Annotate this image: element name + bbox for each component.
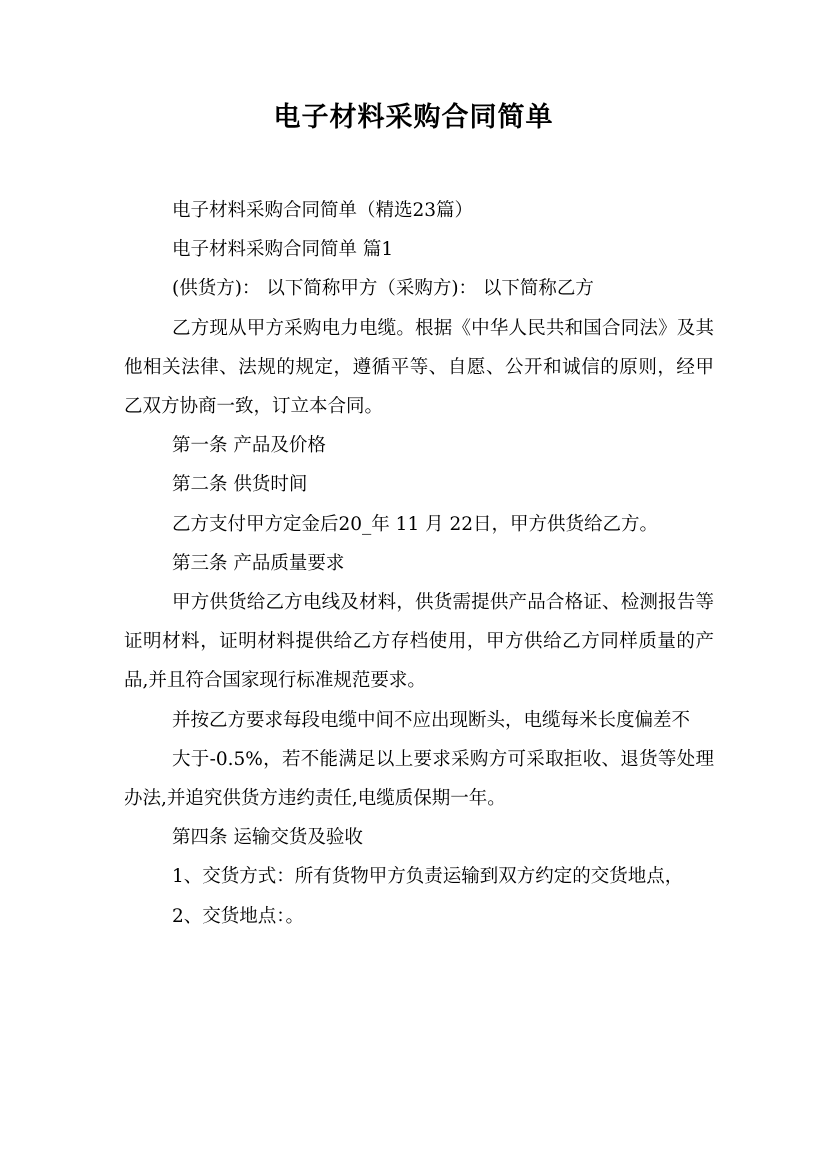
paragraph-subtitle: 电子材料采购合同简单（精选23篇） <box>172 200 474 221</box>
paragraph-quality-3: 大于-0.5%，若不能满足以上要求采购方可采取拒收、退货等处理办法,并追究供货方违约责任,电缆质保期一年。 <box>124 748 714 810</box>
article-4-heading: 第四条 运输交货及验收 <box>172 827 363 849</box>
paragraph-section-heading: 电子材料采购合同简单 篇1 <box>172 239 394 261</box>
paragraph-delivery-method: 1、交货方式：所有货物甲方负责运输到双方约定的交货地点， <box>172 866 684 888</box>
document-body <box>124 191 714 936</box>
article-1-heading: 第一条 产品及价格 <box>172 435 326 457</box>
paragraph-delivery-place: 2、交货地点：。 <box>172 905 305 927</box>
paragraph-supply-time: 乙方支付甲方定金后20_年 11 月 22日，甲方供货给乙方。 <box>172 513 659 535</box>
paragraph-intro: 乙方现从甲方采购电力电缆。根据《中华人民共和国合同法》及其他相关法律、法规的规定，遵循平等、自愿、公开和诚信的原则，经甲乙双方协商一致，订立本合同。 <box>124 317 714 418</box>
paragraph-quality-2: 并按乙方要求每段电缆中间不应出现断头，电缆每米长度偏差不 <box>172 709 691 731</box>
article-3-heading: 第三条 产品质量要求 <box>172 552 345 574</box>
article-2-heading: 第二条 供货时间 <box>172 474 308 496</box>
paragraph-parties: (供货方)： 以下简称甲方（采购方)： 以下简称乙方 <box>172 278 594 300</box>
paragraph-quality-1: 甲方供货给乙方电线及材料，供货需提供产品合格证、检测报告等证明材料，证明材料提供给乙方存档使用，甲方供给乙方同样质量的产品,并且符合国家现行标准规范要求。 <box>124 592 714 692</box>
document-title: 电子材料采购合同简单 <box>273 102 554 133</box>
